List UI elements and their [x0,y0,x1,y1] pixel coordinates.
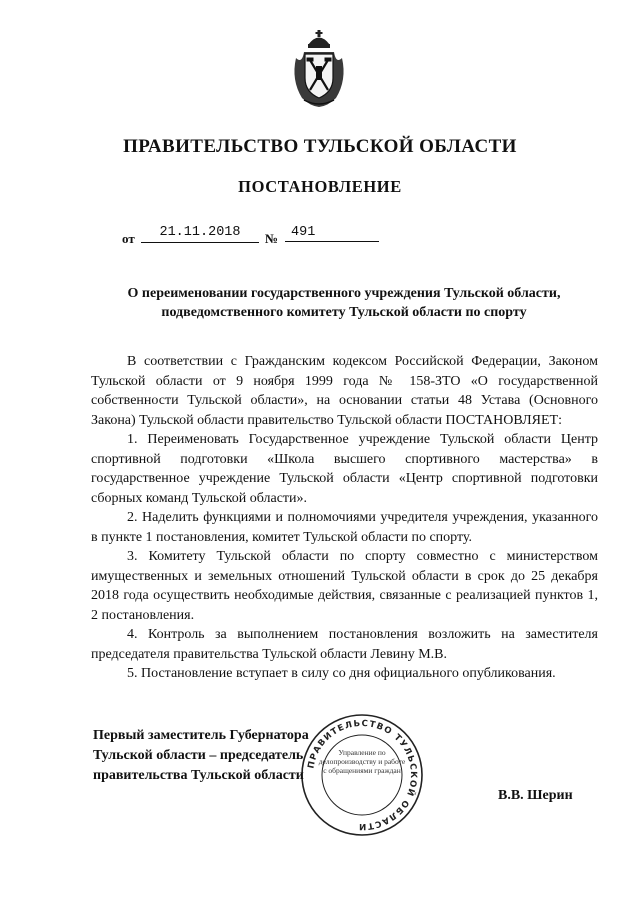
government-title: ПРАВИТЕЛЬСТВО ТУЛЬСКОЙ ОБЛАСТИ [123,136,517,157]
document-date: 21.11.2018 [141,226,259,243]
intro-paragraph: В соответствии с Гражданским кодексом Российской Федерации, Законом Тульской области от 9 ноября 1999 года № 158-ЗТО «О государственной собственности Тульской области», на основании статьи 48 Устава (Основного Закона) Тульской области правительство Тульской области ПОСТАНОВЛЯЕТ: [91,354,598,428]
date-label: от [122,231,135,246]
number-label: № [265,231,279,246]
list-item: 5. Постановление вступает в силу со дня официального опубликования. [127,666,556,681]
document-subject [90,285,598,322]
signature-title-line: Первый заместитель Губернатора [93,728,309,743]
official-stamp [300,713,424,837]
signature-title-line: правительства Тульской области [93,768,304,783]
signature-title-line: Тульской области – председатель [93,748,304,763]
stamp-outer-text: ПРАВИТЕЛЬСТВО ТУЛЬСКОЙ ОБЛАСТИ [306,718,419,832]
signature-title [93,726,309,786]
stamp-inner-text: Управление по делопроизводству и работе с обращениями граждан [318,748,406,775]
subject-line: О переименовании государственного учреждения Тульской области, [127,286,561,301]
signer-name: В.В. Шерин [498,788,573,803]
document-number: 491 [285,226,379,242]
document-type: ПОСТАНОВЛЕНИЕ [238,177,402,196]
list-item: 3. Комитету Тульской области по спорту совместно с министерством имущественных и земельных отношений Тульской области в срок до 25 декабря 2018 года осуществить необходимые действия, связанные с реализацией пунктов 1, 2 постановления. [91,549,598,623]
list-item: 1. Переименовать Государственное учреждение Тульской области Центр спортивной подготовки «Школа высшего спортивного мастерства» в государственное учреждение Тульской области «Центр спортивной подготовки сборных команд Тульской области». [91,432,598,506]
list-item: 2. Наделить функциями и полномочиями учредителя учреждения, указанного в пункте 1 постановления, комитет Тульской области по спорту. [91,510,598,545]
subject-line: подведомственного комитету Тульской области по спорту [161,304,527,320]
document-body [91,352,598,684]
list-item: 4. Контроль за выполнением постановления возложить на заместителя председателя правительства Тульской области Левину М.В. [91,627,598,662]
coat-of-arms-icon [290,28,348,108]
